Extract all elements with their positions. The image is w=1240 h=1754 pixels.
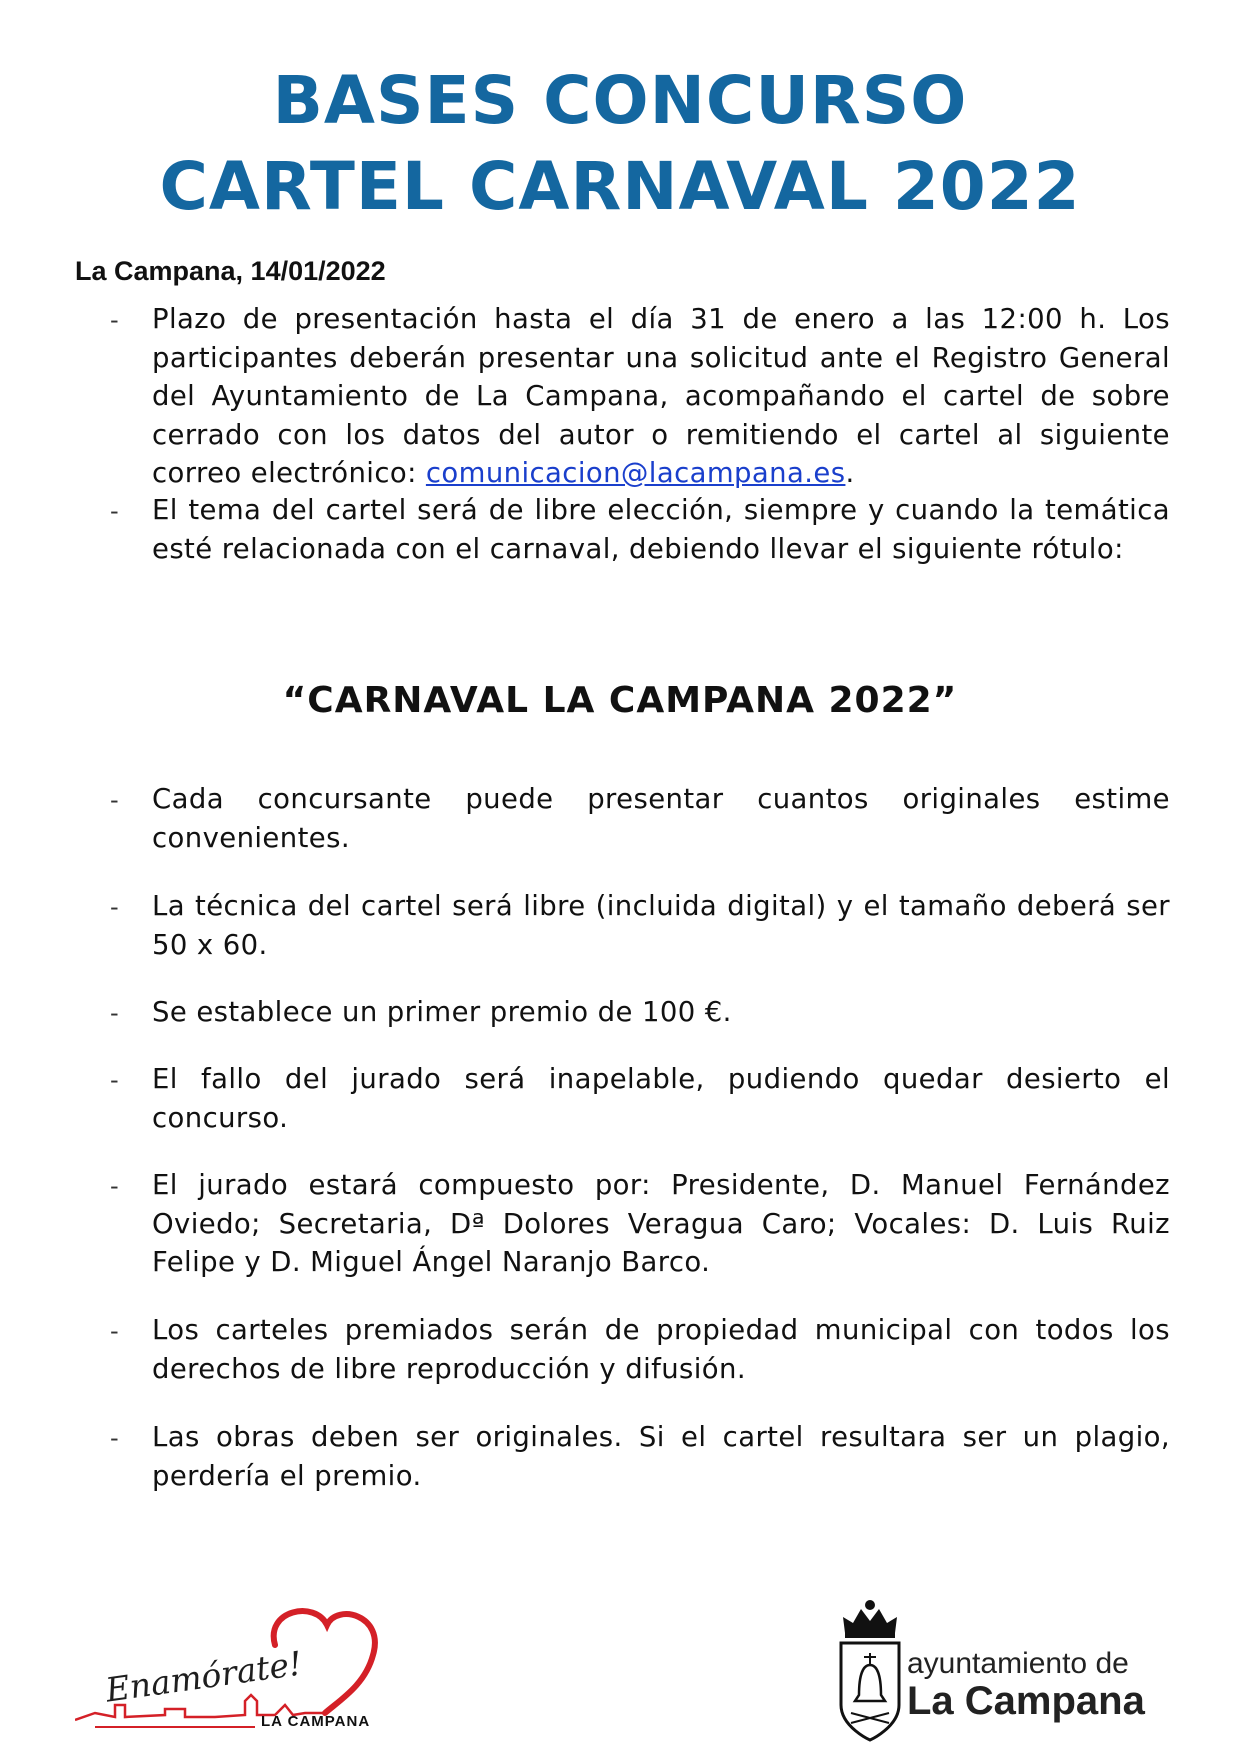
enamorate-script: Enamórate! <box>103 1643 305 1710</box>
item-text <box>152 300 1170 493</box>
bullet-dash: - <box>110 786 119 814</box>
bullet-dash: - <box>110 1066 119 1094</box>
document-title-line-1: BASES CONCURSO <box>272 62 968 139</box>
item-text: Los carteles premiados serán de propiedad municipal con todos los derechos de libre reproducción y difusión. <box>152 1314 1170 1385</box>
bullet-dash: - <box>110 1317 119 1345</box>
bullet-dash: - <box>110 1172 119 1200</box>
item-text: El fallo del jurado será inapelable, pudiendo quedar desierto el concurso. <box>152 1063 1170 1134</box>
bullet-dash: - <box>110 893 119 921</box>
ayuntamiento-logo <box>835 1595 1175 1745</box>
item-text-part: . <box>845 457 855 489</box>
email-link[interactable]: comunicacion@lacampana.es <box>425 457 846 489</box>
bullet-dash: - <box>110 999 119 1027</box>
bell-crest-icon <box>835 1595 905 1745</box>
ayuntamiento-name: La Campana <box>907 1679 1145 1723</box>
item-text-part: Plazo de presentación hasta el día 31 de enero a las 12:00 h. Los participantes deberán presentar una solicitud ante el Registro General del Ayuntamiento de La Campana, acompañando el cartel de sobre cerrado con los datos del autor o remitiendo el cartel al siguiente correo electrónico: <box>152 303 1170 489</box>
item-text: La técnica del cartel será libre (incluida digital) y el tamaño deberá ser 50 x 60. <box>152 890 1170 961</box>
rotulo-heading: “CARNAVAL LA CAMPANA 2022” <box>282 680 958 721</box>
bullet-dash: - <box>110 1424 119 1452</box>
item-text: Las obras deben ser originales. Si el cartel resultara ser un plagio, perdería el premio. <box>152 1421 1170 1492</box>
item-text: Se establece un primer premio de 100 €. <box>152 996 732 1028</box>
item-text: El jurado estará compuesto por: Presidente, D. Manuel Fernández Oviedo; Secretaria, Dª Dolores Veragua Caro; Vocales: D. Luis Ruiz Felipe y D. Miguel Ángel Naranjo Barco. <box>152 1169 1170 1278</box>
enamorate-caption: LA CAMPANA <box>261 1713 371 1730</box>
bullet-dash: - <box>110 497 119 525</box>
dateline: La Campana, 14/01/2022 <box>75 256 386 286</box>
item-text: El tema del cartel será de libre elección, siempre y cuando la temática esté relacionada con el carnaval, debiendo llevar el siguiente rótulo: <box>152 494 1170 565</box>
item-text: Cada concursante puede presentar cuantos originales estime convenientes. <box>152 783 1170 854</box>
document-title-line-2: CARTEL CARNAVAL 2022 <box>159 148 1081 225</box>
bullet-dash: - <box>110 306 119 334</box>
ayuntamiento-label: ayuntamiento de <box>907 1647 1129 1680</box>
enamorate-logo <box>75 1605 395 1745</box>
